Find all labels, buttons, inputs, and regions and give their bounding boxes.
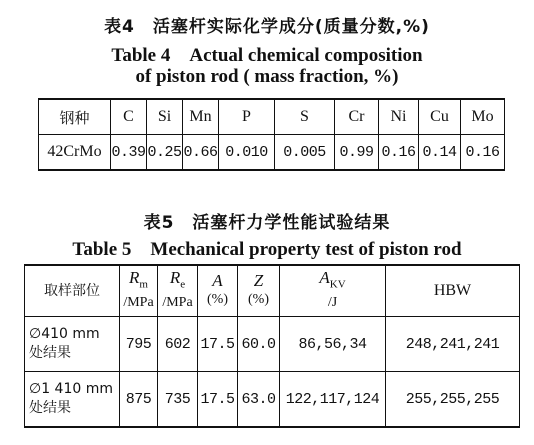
header-hbw: HBW: [386, 265, 520, 317]
header-re-sub: e: [180, 278, 186, 291]
table4-cell: 0.66: [183, 135, 219, 171]
table4-header-row: [39, 99, 505, 135]
header-akv-sub: KV: [329, 278, 346, 291]
table4-cell: 0.16: [461, 135, 505, 171]
header-akv: [280, 265, 386, 317]
table4-header-cell: 钢种: [39, 99, 111, 135]
cell-rm: 795: [120, 317, 158, 372]
table4-header-cell: Mo: [461, 99, 505, 135]
header-rm-sub: m: [139, 278, 148, 291]
header-akv-symbol: A: [319, 267, 330, 287]
table5-caption-en: Table 5 Mechanical property test of piston rod: [72, 239, 462, 260]
cell-hbw: 248,241,241: [386, 317, 520, 372]
table4-header-cell: Ni: [379, 99, 419, 135]
table5-caption-cn: 表5 活塞杆力学性能试验结果: [143, 213, 391, 233]
header-re-symbol: R: [169, 267, 181, 287]
cell-hbw: 255,255,255: [386, 372, 520, 428]
table4-data-row: [39, 135, 505, 171]
header-sampling-location: 取样部位: [25, 265, 120, 317]
header-re-unit: /MPa: [162, 295, 193, 311]
row-location-line1: ∅410 mm: [29, 326, 100, 342]
table4-cell: 0.25: [147, 135, 183, 171]
cell-a: 17.5: [198, 317, 238, 372]
cell-a: 17.5: [198, 372, 238, 428]
header-akv-unit: /J: [327, 295, 338, 311]
table4-cell: 0.99: [335, 135, 379, 171]
table4-header-cell: Cu: [419, 99, 461, 135]
cell-z: 63.0: [238, 372, 280, 428]
mechanical-property-table: [24, 264, 520, 428]
header-a-symbol: A: [212, 271, 223, 290]
table4-caption-en-line1: Table 4 Actual chemical composition: [111, 45, 423, 66]
header-a: [198, 265, 238, 317]
cell-rm: 875: [120, 372, 158, 428]
table4-cell: 0.14: [419, 135, 461, 171]
row-location-line2: 处结果: [29, 400, 71, 416]
header-re: [158, 265, 198, 317]
table4-header-cell: P: [219, 99, 275, 135]
table4-cell: 0.16: [379, 135, 419, 171]
table4-caption-cn: 表4 活塞杆实际化学成分(质量分数,%): [104, 17, 430, 37]
cell-re: 735: [158, 372, 198, 428]
table4-cell: 0.39: [111, 135, 147, 171]
header-rm-symbol: R: [129, 267, 140, 287]
cell-akv: 86,56,34: [280, 317, 386, 372]
table4-header-cell: C: [111, 99, 147, 135]
header-z: [238, 265, 280, 317]
table4-cell: 0.010: [219, 135, 275, 171]
header-z-symbol: Z: [253, 271, 264, 290]
table4-cell: 42CrMo: [39, 135, 111, 171]
row-location-label: [25, 372, 120, 428]
table4-header-cell: S: [275, 99, 335, 135]
row-location-line2: 处结果: [29, 345, 71, 361]
table4-caption-en-line2: of piston rod ( mass fraction, %): [135, 66, 399, 87]
header-a-unit: (%): [207, 292, 228, 307]
table-row: [25, 317, 520, 372]
table4-header-cell: Cr: [335, 99, 379, 135]
cell-akv: 122,117,124: [280, 372, 386, 428]
cell-z: 60.0: [238, 317, 280, 372]
table5-header-row: [25, 265, 520, 317]
header-z-unit: (%): [248, 292, 269, 307]
row-location-label: [25, 317, 120, 372]
header-rm-unit: /MPa: [123, 295, 154, 311]
table-row: [25, 372, 520, 428]
table4-cell: 0.005: [275, 135, 335, 171]
cell-re: 602: [158, 317, 198, 372]
table4-header-cell: Mn: [183, 99, 219, 135]
header-rm: [120, 265, 158, 317]
chemical-composition-table: [38, 98, 505, 171]
table4-header-cell: Si: [147, 99, 183, 135]
row-location-line1: ∅1 410 mm: [29, 381, 113, 397]
